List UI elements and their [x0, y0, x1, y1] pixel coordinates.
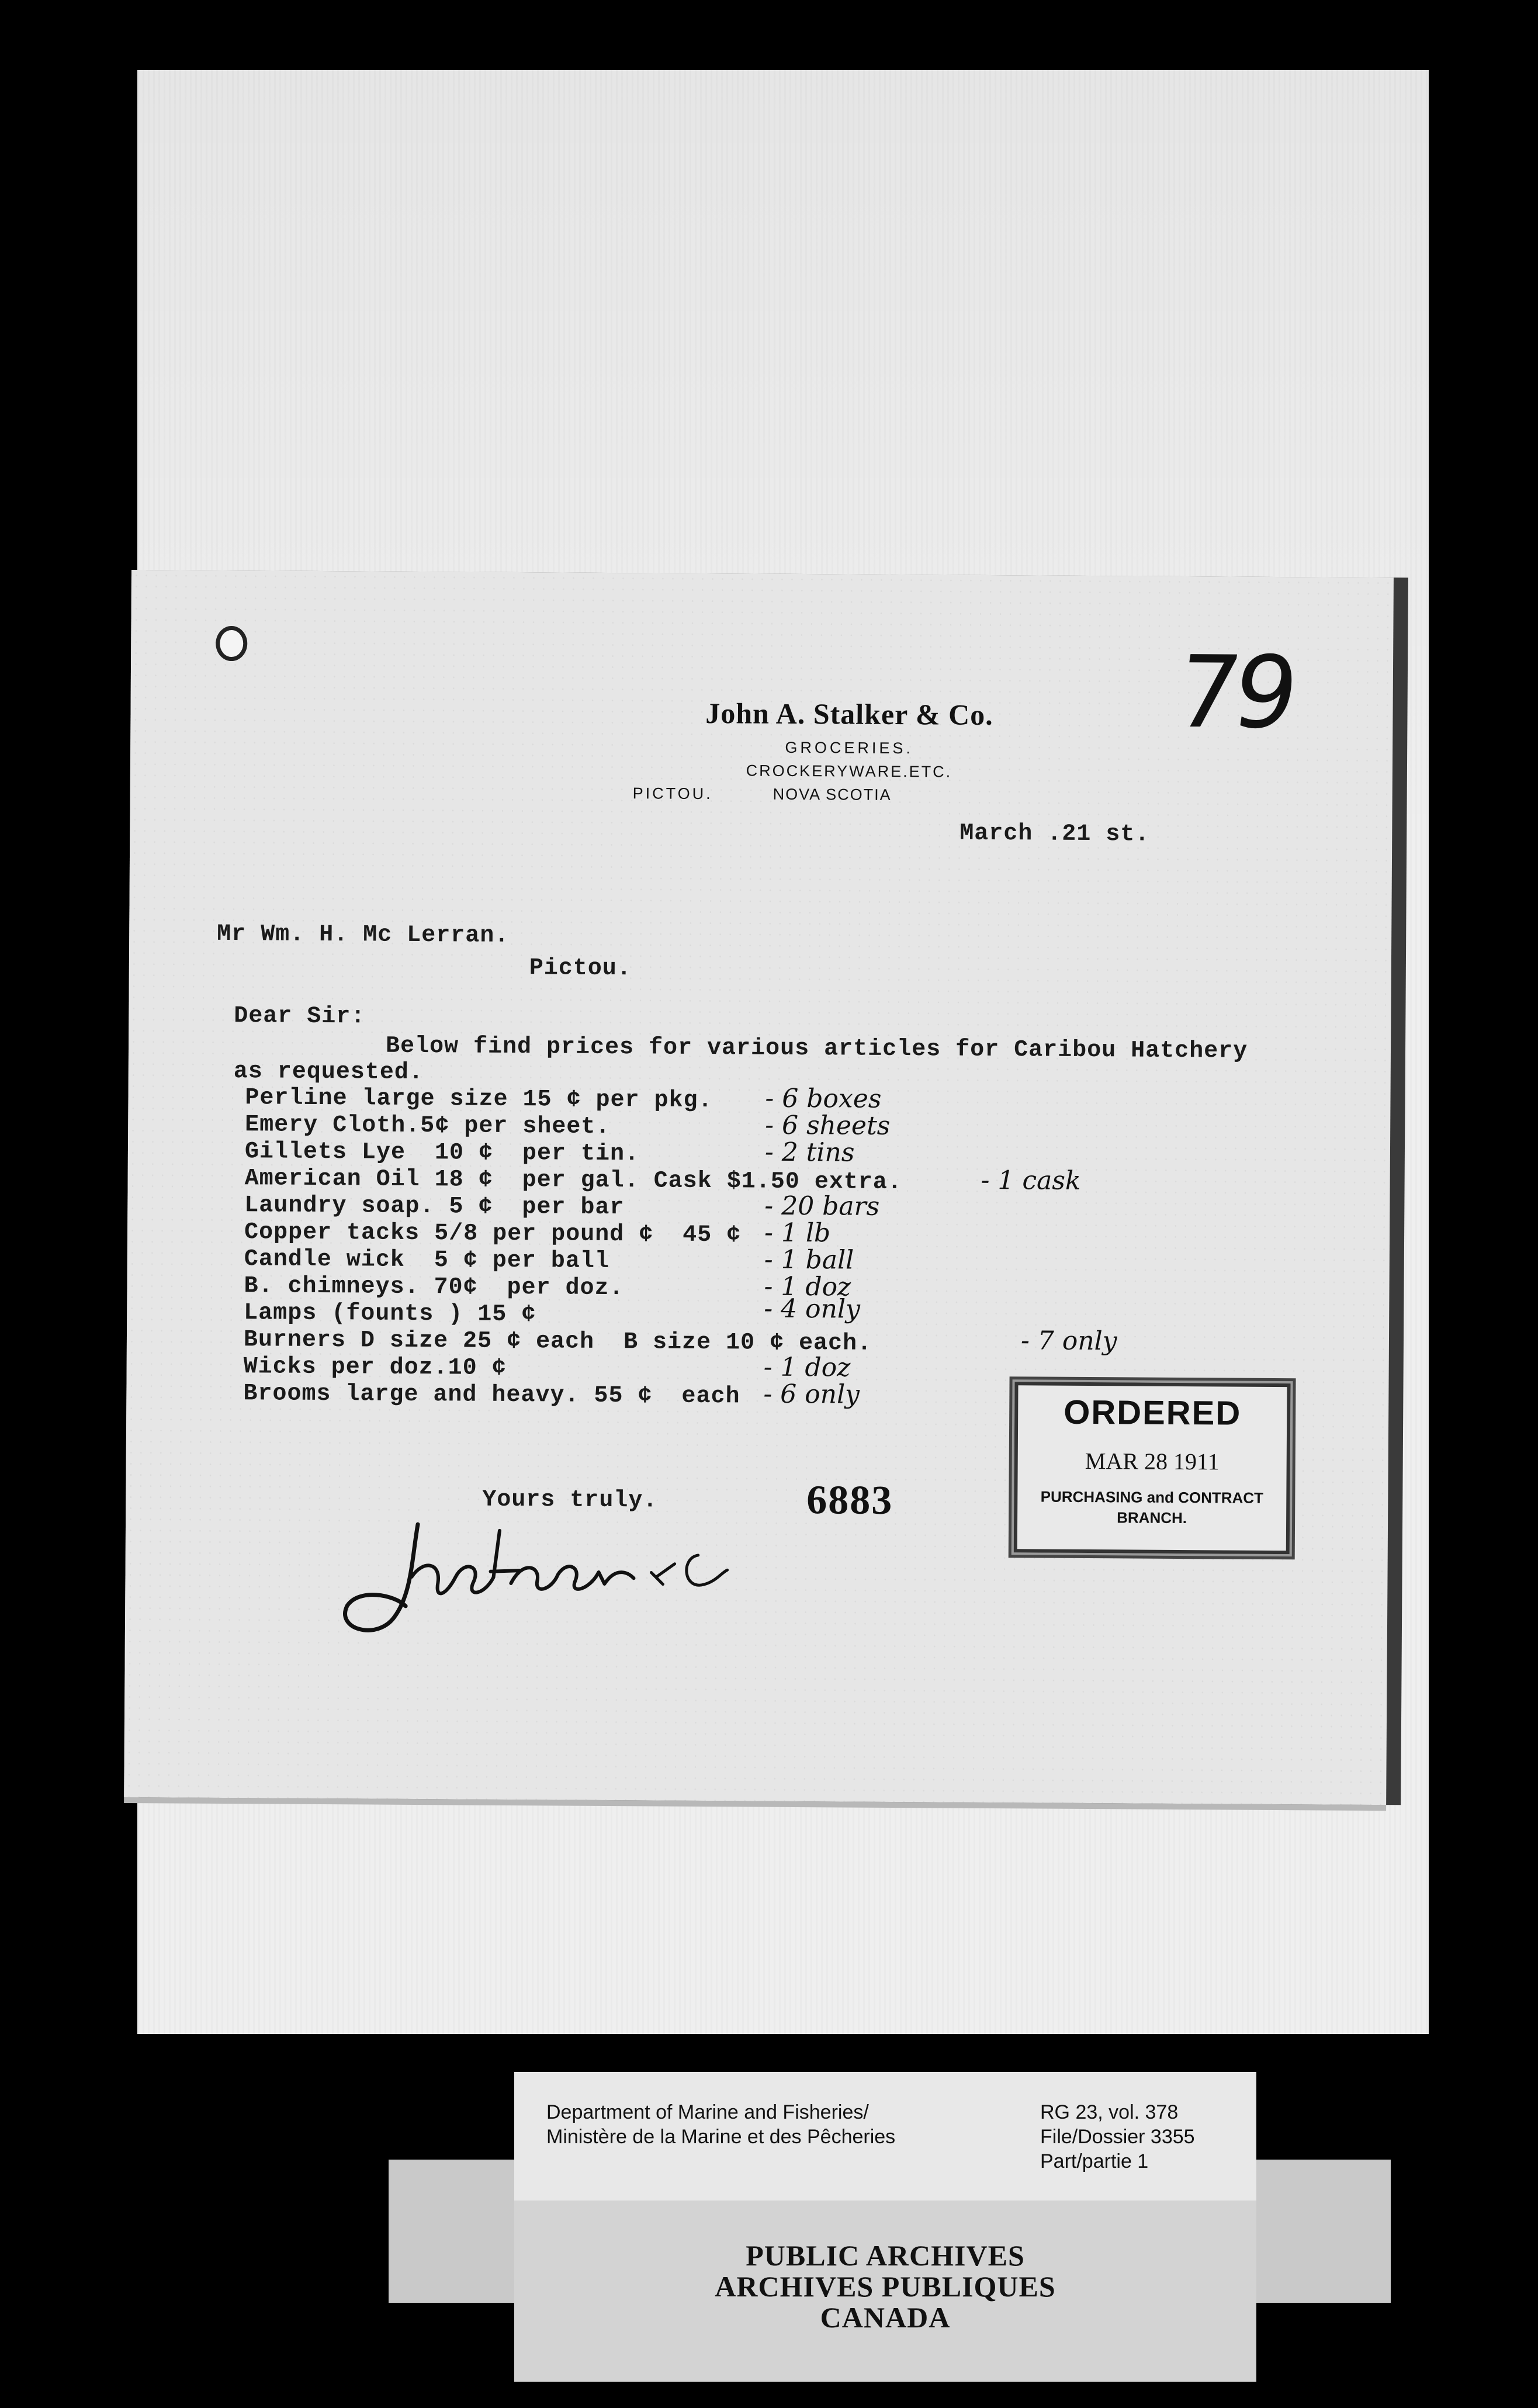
letterhead-city: PICTOU.	[632, 784, 713, 803]
salutation: Dear Sir:	[234, 1003, 366, 1030]
item-text: Copper tacks 5/8 per pound ¢ 45 ¢	[244, 1219, 742, 1249]
item-note: - 1 ball	[764, 1244, 854, 1275]
item-text: Wicks per doz.10 ¢	[243, 1354, 507, 1382]
item-text: Laundry soap. 5 ¢ per bar	[244, 1192, 625, 1222]
item-text: American Oil 18 ¢ per gal. Cask $1.50 extra.	[244, 1165, 902, 1196]
item-text: Gillets Lye 10 ¢ per tin.	[244, 1139, 640, 1168]
stamp-title: ORDERED	[1064, 1393, 1242, 1433]
recipient-name: Mr Wm. H. Mc Lerran.	[217, 921, 510, 949]
archive-line-1: PUBLIC ARCHIVES	[746, 2239, 1025, 2272]
item-text: Burners D size 25 ¢ each B size 10 ¢ each.	[243, 1327, 872, 1357]
item-text: Perline large size 15 ¢ per pkg.	[245, 1085, 713, 1115]
item-note: - 4 only	[764, 1293, 861, 1324]
item-note: - 1 lb	[764, 1217, 831, 1248]
item-text: Emery Cloth.5¢ per sheet.	[245, 1112, 611, 1141]
item-text: B. chimneys. 70¢ per doz.	[244, 1273, 624, 1302]
recipient-place: Pictou.	[529, 955, 632, 982]
letterhead-line2: CROCKERYWARE.ETC.	[746, 762, 952, 781]
archive-reference: RG 23, vol. 378	[1040, 2101, 1179, 2123]
letter-sheet	[124, 570, 1394, 1805]
item-text: Candle wick 5 ¢ per ball	[244, 1246, 610, 1275]
closing: Yours truly.	[482, 1486, 658, 1514]
letterhead-province: NOVA SCOTIA	[773, 785, 892, 804]
archive-stamp-area	[514, 2201, 1256, 2382]
stamp-date: MAR 28 1911	[1085, 1447, 1220, 1475]
archive-label	[514, 2072, 1256, 2201]
item-text: Lamps (founts ) 15 ¢	[244, 1300, 536, 1328]
item-note: - 6 sheets	[765, 1110, 891, 1141]
document-number: 6883	[806, 1478, 893, 1523]
stamp-line-1: PURCHASING and CONTRACT	[1040, 1487, 1264, 1507]
archive-line-3: CANADA	[820, 2301, 951, 2334]
item-text: Brooms large and heavy. 55 ¢ each	[243, 1381, 740, 1410]
item-note: - 20 bars	[764, 1191, 880, 1222]
archive-line-2: ARCHIVES PUBLIQUES	[715, 2270, 1056, 2303]
letterhead-line1: GROCERIES.	[785, 738, 914, 757]
body-line-2: as requested.	[233, 1058, 424, 1087]
signature-image	[324, 1506, 850, 1644]
archive-file: File/Dossier 3355	[1040, 2126, 1195, 2148]
punch-hole	[216, 626, 247, 661]
item-note: - 7 only	[1020, 1326, 1117, 1357]
archive-part: Part/partie 1	[1040, 2150, 1149, 2172]
item-note: - 1 cask	[981, 1165, 1081, 1196]
ordered-stamp	[1014, 1382, 1291, 1554]
letter-date: March .21 st.	[959, 820, 1150, 848]
item-note: - 1 doz	[764, 1271, 851, 1302]
item-note: - 1 doz	[763, 1352, 851, 1383]
body-line-1: Below find prices for various articles for Caribou Hatchery	[385, 1033, 1248, 1065]
item-note: - 6 boxes	[765, 1083, 882, 1114]
stamp-line-2: BRANCH.	[1117, 1509, 1187, 1527]
item-note: - 6 only	[763, 1379, 860, 1410]
item-list	[243, 1083, 1239, 1410]
page-number: 79	[1168, 635, 1300, 752]
letterhead-company: John A. Stalker & Co.	[705, 697, 993, 732]
item-note: - 2 tins	[764, 1137, 855, 1168]
department-fr: Ministère de la Marine et des Pêcheries	[546, 2126, 896, 2148]
department-en: Department of Marine and Fisheries/	[546, 2101, 869, 2123]
